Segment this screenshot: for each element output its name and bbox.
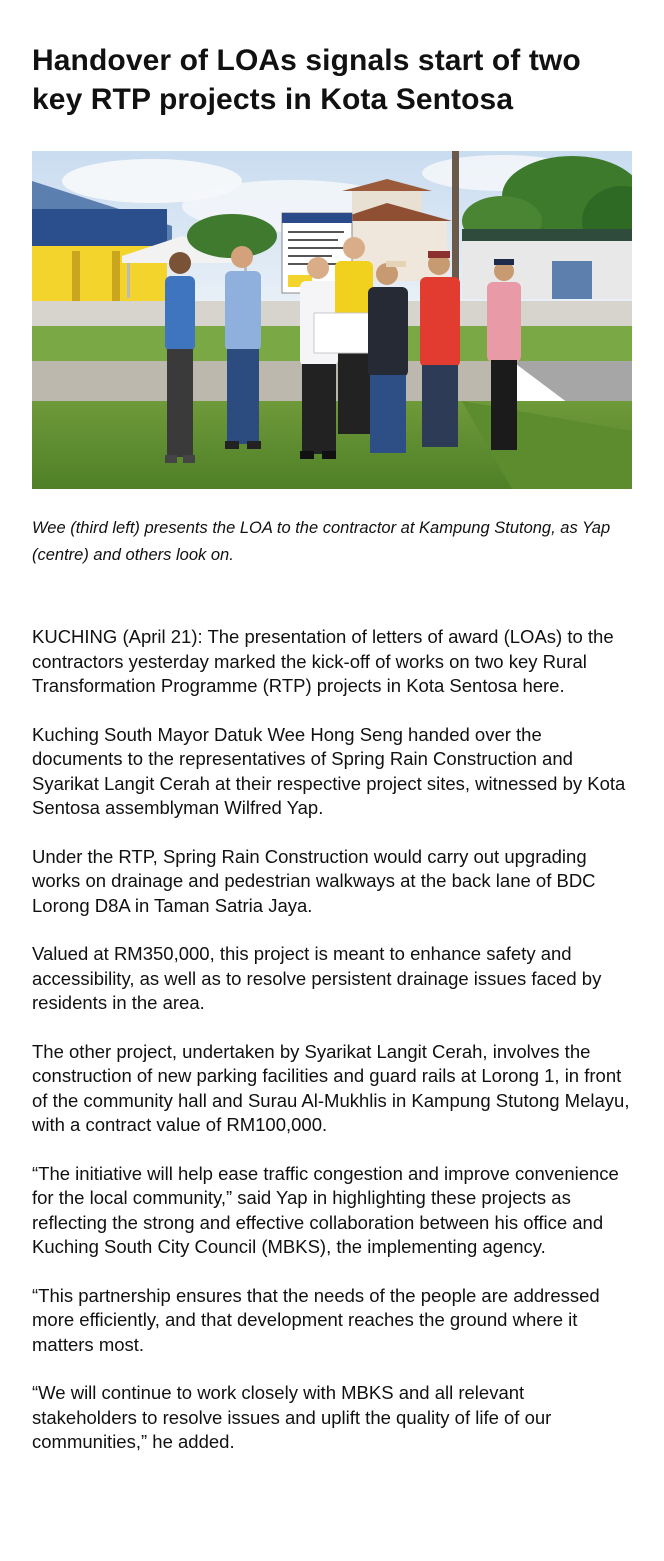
person-6 <box>420 251 460 447</box>
article-paragraph: “We will continue to work closely with MBKS and all relevant stakeholders to resolve issues and uplift the quality of life of our communities,” he added. <box>32 1382 552 1452</box>
article-paragraph: The other project, undertaken by Syarikat Langit Cerah, involves the construction of new parking facilities and guard rails at Lorong 1, in front of the community hall and Surau Al-Mukhlis in Kampung Stutong Melayu, with a contract value of RM100,000. <box>32 1040 630 1135</box>
article-body <box>32 625 632 1455</box>
person-5-contractor <box>368 261 408 453</box>
loa-document <box>314 313 370 353</box>
group-photo-image <box>32 151 632 489</box>
article <box>32 0 632 1455</box>
article-paragraph: KUCHING (April 21): The presentation of letters of award (LOAs) to the contractors yesterday marked the kick-off of works on two key Rural Transformation Programme (RTP) projects in Kota Sentosa here. <box>32 626 614 696</box>
article-paragraph: “This partnership ensures that the needs of the people are addressed more efficiently, and that development reaches the ground where it matters most. <box>32 1284 600 1355</box>
article-paragraph: “The initiative will help ease traffic congestion and improve convenience for the local community,” said Yap in highlighting these projects as reflecting the strong and effective collaboration between his office and Kuching South City Council (MBKS), the implementing agency. <box>32 1162 619 1257</box>
article-headline: Handover of LOAs signals start of two key RTP projects in Kota Sentosa <box>32 44 581 116</box>
person-2 <box>225 246 261 449</box>
photo-caption: Wee (third left) presents the LOA to the contractor at Kampung Stutong, as Yap (centre) and others look on. <box>32 519 611 564</box>
article-paragraph: Under the RTP, Spring Rain Construction would carry out upgrading works on drainage and pedestrian walkways at the back lane of BDC Lorong D8A in Taman Satria Jaya. <box>32 845 596 916</box>
article-paragraph: Valued at RM350,000, this project is meant to enhance safety and accessibility, as well as to resolve persistent drainage issues faced by residents in the area. <box>32 943 602 1013</box>
person-1 <box>165 252 195 463</box>
person-7 <box>487 259 521 450</box>
article-paragraph: Kuching South Mayor Datuk Wee Hong Seng handed over the documents to the representatives of Spring Rain Construction and Syarikat Langit Cerah at their respective project sites, witnessed by Kota Sentosa assemblyman Wilfred Yap. <box>32 723 626 818</box>
person-3-mayor <box>300 257 338 459</box>
